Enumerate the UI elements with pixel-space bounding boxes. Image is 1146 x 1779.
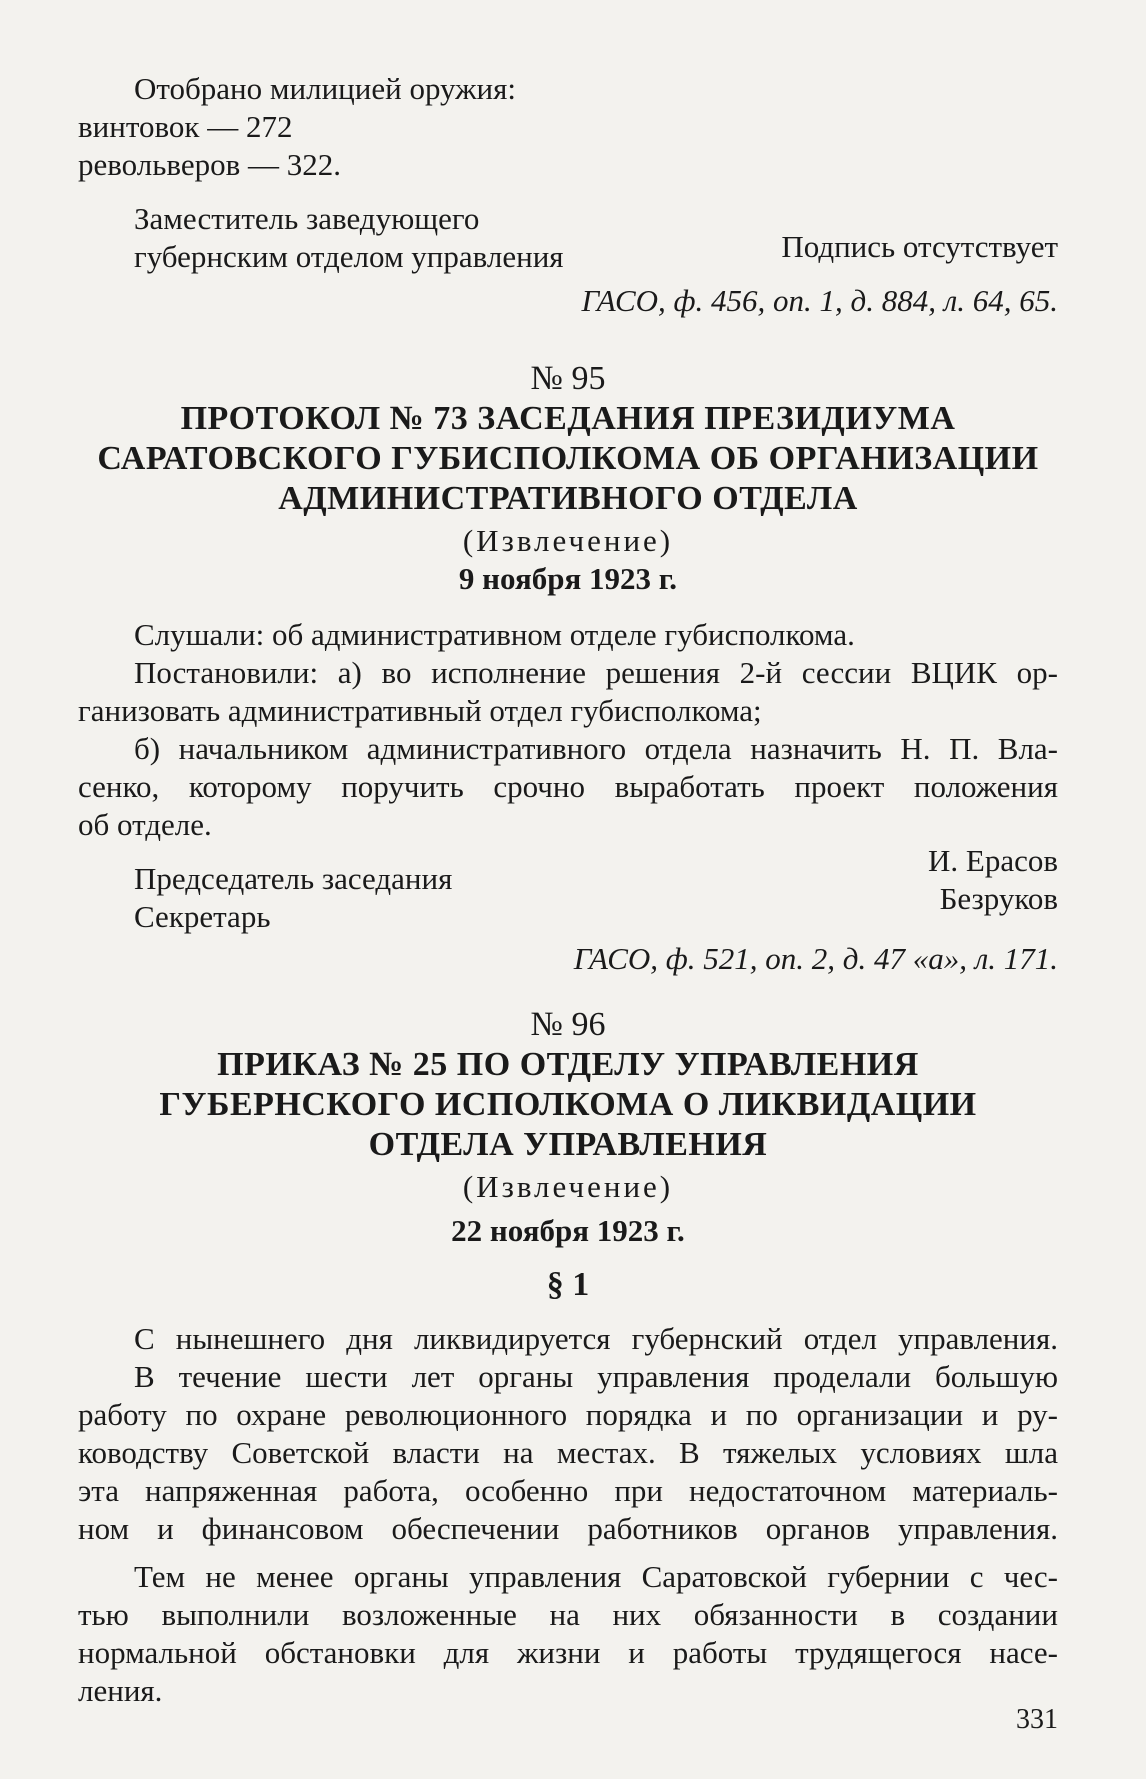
doc95-extract: (Извлечение) — [462, 523, 674, 558]
doc96-p1-line3: работу по охране революционного порядка и по организации и ру- — [78, 1397, 1058, 1432]
sign1-role-line1: Заместитель заведующего — [134, 201, 480, 236]
doc95-chair-name: И. Ерасов — [928, 843, 1058, 878]
doc96-title-line1: ПРИКАЗ № 25 ПО ОТДЕЛУ УПРАВЛЕНИЯ — [217, 1046, 919, 1083]
doc96-p2-line1: Тем не менее органы управления Саратовской губернии с чес- — [134, 1559, 1058, 1594]
doc96-p1-line2: В течение шести лет органы управления проделали большую — [134, 1359, 1058, 1394]
doc96-section: § 1 — [546, 1266, 590, 1303]
doc96-title-line2: ГУБЕРНСКОГО ИСПОЛКОМА О ЛИКВИДАЦИИ — [159, 1086, 977, 1123]
doc96-p1-line6: ном и финансовом обеспечении работников органов управления. — [78, 1511, 1058, 1546]
page-number: 331 — [1016, 1704, 1058, 1735]
sign1-signature: Подпись отсутствует — [781, 229, 1058, 264]
doc96-title-line3: ОТДЕЛА УПРАВЛЕНИЯ — [368, 1126, 768, 1163]
weapons-title: Отобрано милицией оружия: — [134, 71, 517, 106]
sign1-role-line2: губернским отделом управления — [134, 239, 564, 274]
doc96-p2-line4: ления. — [78, 1673, 163, 1708]
document-page — [78, 72, 1058, 1752]
doc96-p2-line3: нормальной обстановки для жизни и работы трудящегося насе- — [78, 1635, 1058, 1670]
doc95-chair-role: Председатель заседания — [134, 861, 453, 896]
doc95-decided-line4: сенко, которому поручить срочно выработать проект положения — [78, 769, 1058, 804]
doc96-number: № 96 — [530, 1006, 606, 1043]
doc95-secretary-name: Безруков — [939, 881, 1058, 916]
doc95-archive: ГАСО, ф. 521, оп. 2, д. 47 «а», л. 171. — [573, 941, 1058, 976]
doc95-title-line3: АДМИНИСТРАТИВНОГО ОТДЕЛА — [278, 480, 858, 517]
doc96-p2-line2: тью выполнили возложенные на них обязанности в создании — [78, 1597, 1058, 1632]
doc95-secretary-role: Секретарь — [134, 899, 271, 934]
doc95-title-line1: ПРОТОКОЛ № 73 ЗАСЕДАНИЯ ПРЕЗИДИУМА — [180, 400, 956, 437]
doc95-date: 9 ноября 1923 г. — [458, 561, 678, 596]
doc95-title-line2: САРАТОВСКОГО ГУБИСПОЛКОМА ОБ ОРГАНИЗАЦИИ — [97, 440, 1039, 477]
doc96-extract: (Извлечение) — [462, 1169, 674, 1204]
doc96-date: 22 ноября 1923 г. — [451, 1213, 685, 1248]
doc96-p1-line4: ководству Советской власти на местах. В тяжелых условиях шла — [78, 1435, 1058, 1470]
doc95-number: № 95 — [530, 360, 606, 397]
doc96-p1-line5: эта напряженная работа, особенно при недостаточном материаль- — [78, 1473, 1058, 1508]
sign1-archive: ГАСО, ф. 456, оп. 1, д. 884, л. 64, 65. — [581, 283, 1058, 318]
doc95-decided-line5: об отделе. — [78, 807, 212, 842]
doc95-decided-line1: Постановили: а) во исполнение решения 2-й сессии ВЦИК ор- — [134, 655, 1058, 690]
doc95-heard: Слушали: об административном отделе губисполкома. — [134, 617, 855, 652]
doc96-p1-line1: С нынешнего дня ликвидируется губернский отдел управления. — [134, 1321, 1058, 1356]
weapons-rifles: винтовок — 272 — [78, 109, 293, 144]
doc95-decided-line2: ганизовать административный отдел губисполкома; — [78, 693, 762, 728]
weapons-revolvers: револьверов — 322. — [78, 147, 341, 182]
doc95-decided-line3: б) начальником административного отдела назначить Н. П. Вла- — [134, 731, 1058, 766]
